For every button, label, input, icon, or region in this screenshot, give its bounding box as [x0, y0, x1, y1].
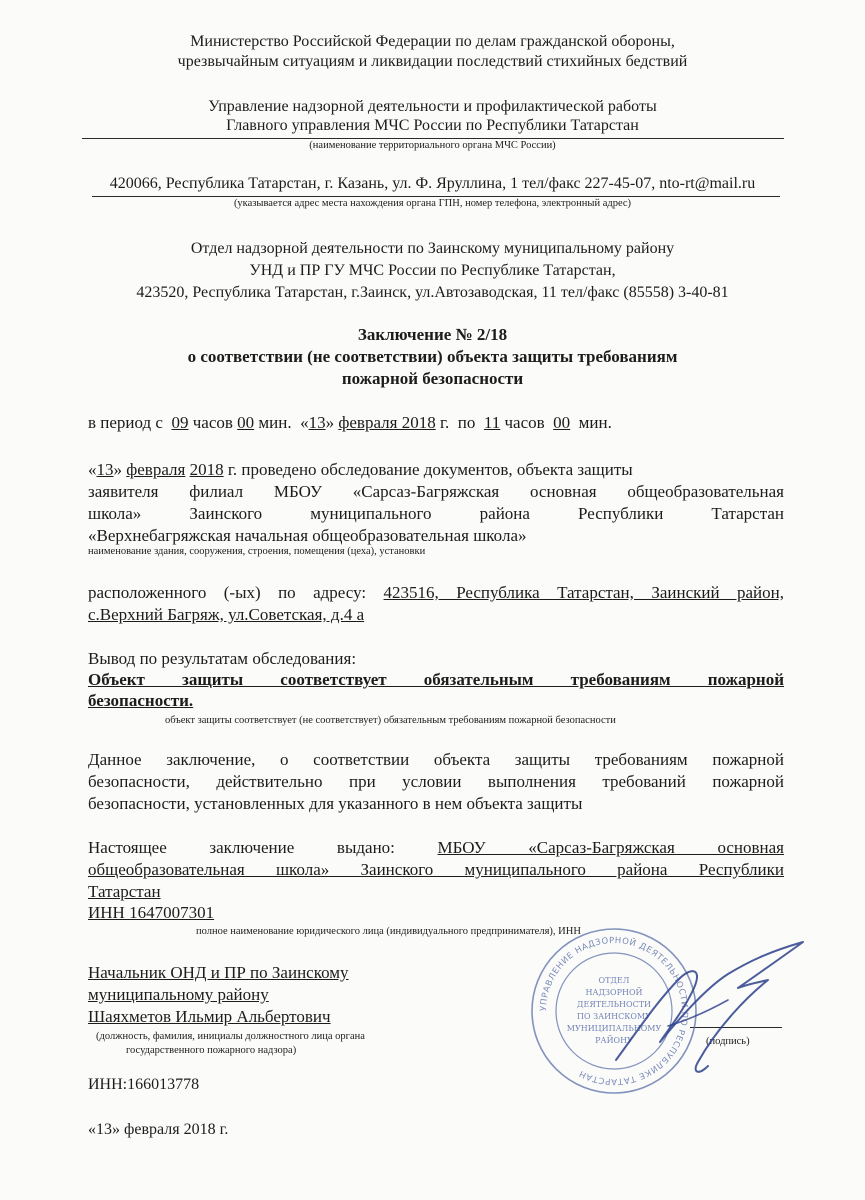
issued-org-1: МБОУ «Сарсаз-Багряжская основная — [437, 838, 784, 857]
year-suffix: г. — [439, 413, 450, 432]
building-caption: наименование здания, сооружения, строения, помещения (цеха), установки — [88, 546, 426, 557]
ministry-line-1: Министерство Российской Федерации по делам гражданской обороны, — [190, 33, 675, 50]
object-address-line-1 — [88, 583, 784, 603]
inspection-year: 2018 — [189, 460, 224, 479]
official-caption-2: государственного пожарного надзора) — [126, 1045, 297, 1056]
branch-line-3: 423520, Республика Татарстан, г.Заинск, ул.Автозаводская, 11 тел/факс (85558) 3-40-81 — [136, 284, 729, 301]
issued-caption: полное наименование юридического лица (индивидуального предпринимателя), ИНН — [196, 926, 581, 937]
address-value-1: 423516, Республика Татарстан, Заинский район, — [383, 583, 784, 602]
official-position-1: Начальник ОНД и ПР по Заинскому — [88, 963, 349, 982]
conclusion-number: Заключение № 2/18 — [357, 325, 508, 344]
issued-inn: ИНН 1647007301 — [88, 903, 215, 922]
issued-line-3: Татарстан — [88, 882, 161, 901]
address-underline — [92, 196, 780, 197]
signature-caption: (подпись) — [706, 1036, 750, 1047]
period-hours-label-2: часов — [504, 413, 545, 432]
stamp-center-1: ОТДЕЛ — [598, 976, 630, 985]
object-address-line-2: с.Верхний Багряж, ул.Советская, д.4 а — [88, 605, 365, 624]
conclusion-label: Вывод по результатам обследования: — [88, 649, 357, 668]
stamp-center-5: МУНИЦИПАЛЬНОМУ — [566, 1024, 662, 1033]
period-hours-to: 11 — [483, 413, 501, 432]
conclusion-caption: объект защиты соответствует (не соответствует) обязательным требованиям пожарной безопасности — [165, 715, 616, 726]
official-caption-1: (должность, фамилия, инициалы должностного лица органа — [96, 1031, 365, 1042]
stamp-center-4: ПО ЗАИНСКОМУ — [577, 1012, 651, 1021]
issued-prefix: Настоящее заключение выдано: — [88, 838, 395, 857]
conclusion-result-line-1: Объект защиты соответствует обязательным требованиям пожарной — [88, 670, 784, 689]
official-position-2: муниципальному району — [88, 985, 269, 1004]
validity-line-2: безопасности, действительно при условии выполнения требований пожарной — [88, 772, 784, 791]
issued-line-1 — [88, 838, 784, 858]
official-name: Шаяхметов Ильмир Альбертович — [88, 1007, 331, 1026]
date-close: » — [113, 460, 122, 479]
applicant-line-2: школа» Заинского муниципального района Республики Татарстан — [88, 504, 784, 523]
inspection-period — [88, 413, 612, 433]
authority-address: 420066, Республика Татарстан, г. Казань, ул. Ф. Яруллина, 1 тел/факс 227-45-07, nto-rt@mail.ru — [109, 175, 756, 192]
conclusion-result-line-2: безопасности. — [88, 691, 194, 710]
title-line-2: о соответствии (не соответствии) объекта защиты требованиям — [187, 347, 678, 366]
period-hours-from: 09 — [171, 413, 189, 432]
inspection-text: г. проведено обследование документов, объекта защиты — [227, 460, 633, 479]
period-prefix: в период с — [88, 413, 163, 432]
branch-line-2: УНД и ПР ГУ МЧС России по Республике Татарстан, — [249, 262, 616, 279]
quote-close: » — [325, 413, 335, 432]
validity-line-1: Данное заключение, о соответствии объекта защиты требованиям пожарной — [88, 750, 784, 769]
title-line-3: пожарной безопасности — [341, 369, 524, 388]
quote-open: « — [300, 413, 309, 432]
document-date: «13» февраля 2018 г. — [88, 1121, 229, 1138]
stamp-center-6: РАЙОНУ — [595, 1036, 633, 1045]
department-line-2: Главного управления МЧС России по Республики Татарстан — [226, 117, 639, 134]
stamp-ring-text: УПРАВЛЕНИЕ НАДЗОРНОЙ ДЕЯТЕЛЬНОСТИ ПО РЕСПУБЛИКЕ ТАТАРСТАН — [538, 935, 690, 1087]
issued-line-2: общеобразовательная школа» Заинского муниципального района Республики — [88, 860, 784, 879]
validity-line-3: безопасности, установленных для указанного в нем объекта защиты — [88, 794, 583, 813]
stamp-center-2: НАДЗОРНОЙ — [585, 988, 643, 997]
branch-line-1: Отдел надзорной деятельности по Заинскому муниципальному району — [190, 240, 675, 257]
address-prefix: расположенного (-ых) по адресу: — [88, 583, 367, 602]
period-to: по — [457, 413, 476, 432]
period-month-year: февраля 2018 — [338, 413, 436, 432]
handwritten-signature — [598, 930, 813, 1080]
department-line-1: Управление надзорной деятельности и профилактической работы — [208, 98, 657, 115]
department-caption: (наименование территориального органа МЧС России) — [309, 140, 556, 151]
period-hours-label: часов — [192, 413, 233, 432]
inspection-month: февраля — [126, 460, 186, 479]
inspection-date-line — [88, 460, 633, 480]
period-min-to: 00 — [553, 413, 571, 432]
ministry-line-2: чрезвычайным ситуациям и ликвидации последствий стихийных бедствий — [177, 53, 688, 70]
period-min-from: 00 — [237, 413, 255, 432]
department-underline — [82, 138, 784, 139]
date-open: « — [88, 460, 97, 479]
period-min-label: мин. — [258, 413, 292, 432]
inspection-day: 13 — [96, 460, 114, 479]
stamp-center-3: ДЕЯТЕЛЬНОСТИ — [576, 1000, 652, 1009]
period-min-label-2: мин. — [578, 413, 612, 432]
address-caption: (указывается адрес места нахождения органа ГПН, номер телефона, электронный адрес) — [233, 198, 632, 209]
applicant-line-1: заявителя филиал МБОУ «Сарсаз-Багряжская основная общеобразовательная — [88, 482, 784, 501]
applicant-line-3: «Верхнебагряжская начальная общеобразовательная школа» — [88, 526, 527, 545]
period-day: 13 — [308, 413, 326, 432]
official-inn: ИНН:166013778 — [88, 1076, 200, 1093]
